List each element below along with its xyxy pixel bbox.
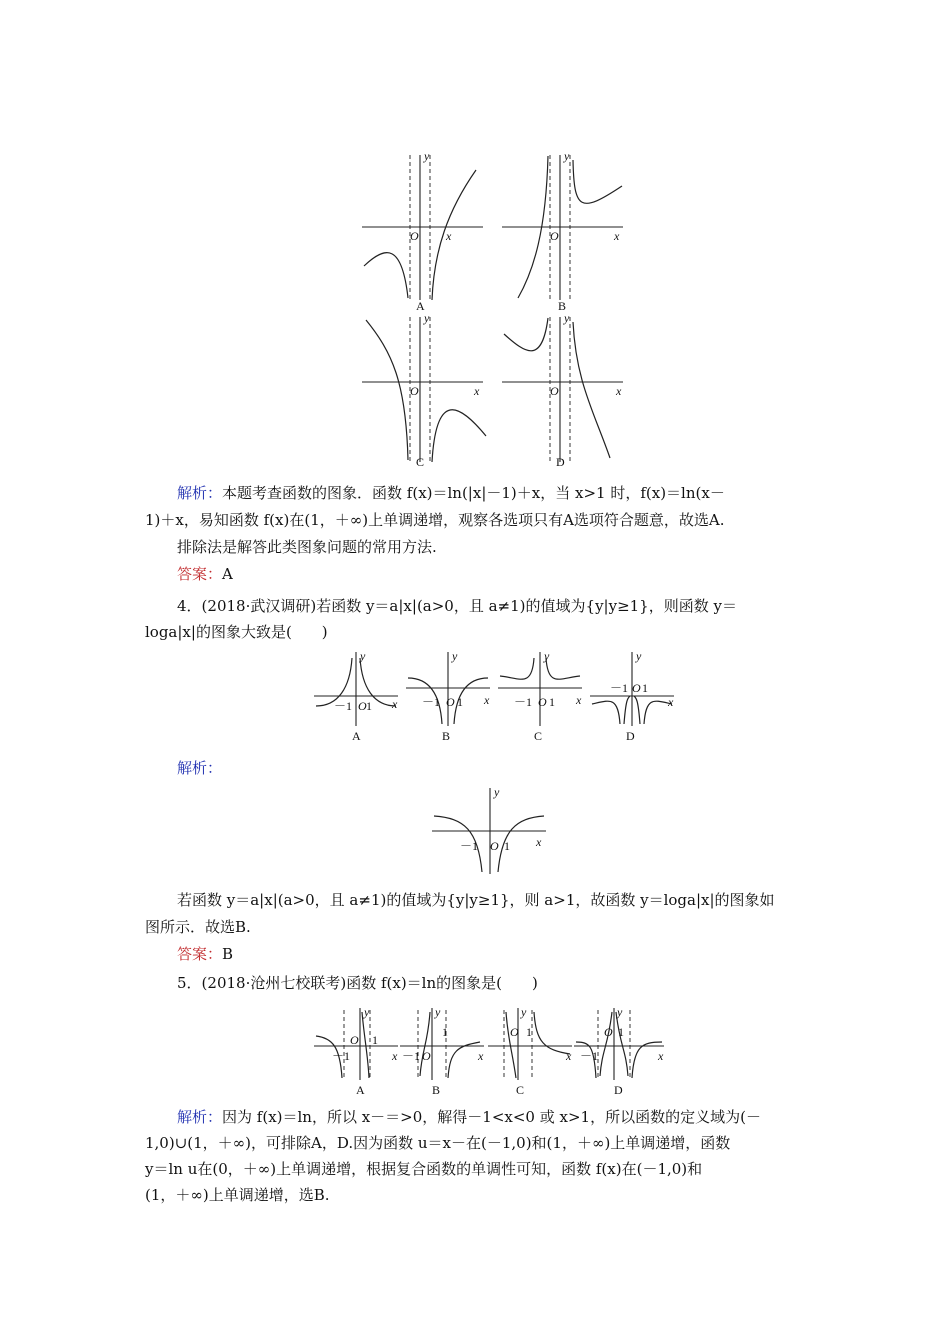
y-axis-label: y <box>636 649 642 663</box>
origin-label: O <box>632 681 641 695</box>
origin-label: O <box>422 1049 431 1063</box>
tick-neg1: －1 <box>610 681 629 695</box>
origin-label: O <box>510 1025 519 1039</box>
q3-graph-d <box>498 312 628 472</box>
q4-solution-line2: 图所示．故选B. <box>145 918 251 936</box>
option-label-a: A <box>352 729 361 743</box>
tick-neg1: －1 <box>402 1049 421 1063</box>
q5-solution-line1 <box>177 1107 761 1127</box>
tick-neg1: －1 <box>422 695 441 709</box>
q3-solution-line1 <box>177 483 725 503</box>
origin-label: O <box>446 695 455 709</box>
y-axis-label: y <box>494 785 500 799</box>
q4-solution-label: 解析： <box>177 759 223 777</box>
x-axis-label: x <box>668 695 674 709</box>
option-label-b: B <box>442 729 451 743</box>
q5-graph-a <box>312 1006 402 1098</box>
tick-one: 1 <box>442 1025 448 1039</box>
option-label-c: C <box>516 1083 525 1097</box>
answer-label: 答案： <box>177 565 223 583</box>
origin-label: O <box>410 384 419 398</box>
option-label-c: C <box>416 455 425 469</box>
tick-neg1: －1 <box>580 1049 599 1063</box>
tick-neg1: －1 <box>332 1049 351 1063</box>
q5-solution-line4: (1，＋∞)上单调递增，选B. <box>145 1186 330 1204</box>
q5-question-line1: 5．(2018·沧州七校联考)函数 f(x)＝ln的图象是( ) <box>177 974 538 992</box>
tick-neg1: －1 <box>334 699 353 713</box>
tick-one: 1 <box>457 695 463 709</box>
x-axis-label: x <box>536 835 542 849</box>
x-axis-label: x <box>566 1049 572 1063</box>
q3-graph-c <box>358 312 488 472</box>
q4-solution-line1: 若函数 y＝a|x|(a>0，且 a≠1)的值域为{y|y≥1}，则 a>1，故函数 y＝loga|x|的图象如 <box>177 891 775 909</box>
origin-label: O <box>410 229 419 243</box>
origin-label: O <box>538 695 547 709</box>
q4-graph-d <box>588 648 678 743</box>
answer-label: 答案： <box>177 945 223 963</box>
option-label-b: B <box>432 1083 441 1097</box>
option-label-d: D <box>614 1083 623 1097</box>
q5-solution-line2: 1,0)∪(1，＋∞)，可排除A，D.因为函数 u＝x－在(－1,0)和(1，＋∞)上单调递增，函数 <box>145 1134 731 1152</box>
origin-label: O <box>350 1033 359 1047</box>
q4-question-line2: loga|x|的图象大致是( ) <box>145 623 328 641</box>
option-label-a: A <box>416 299 425 313</box>
q3-solution-line2: 1)＋x，易知函数 f(x)在(1，＋∞)上单调递增，观察各选项只有A选项符合题意，故选A. <box>145 511 725 529</box>
y-axis-label: y <box>364 1005 370 1019</box>
answer-value: A <box>222 565 233 583</box>
origin-label: O <box>550 229 559 243</box>
x-axis-label: x <box>392 697 398 711</box>
y-axis-label: y <box>452 649 458 663</box>
tick-one: 1 <box>372 1033 378 1047</box>
q3-answer <box>177 564 233 584</box>
option-label-d: D <box>626 729 635 743</box>
x-axis-label: x <box>614 229 620 243</box>
q4-solution-graph <box>430 786 550 878</box>
origin-label: O <box>604 1025 613 1039</box>
y-axis-label: y <box>360 649 366 663</box>
y-axis-label: y <box>544 649 550 663</box>
option-label-a: A <box>356 1083 365 1097</box>
y-axis-label: y <box>521 1005 527 1019</box>
x-axis-label: x <box>478 1049 484 1063</box>
solution-label: 解析： <box>177 484 223 502</box>
x-axis-label: x <box>392 1049 398 1063</box>
q3-graph-b <box>498 149 628 313</box>
tick-one: 1 <box>526 1025 532 1039</box>
x-axis-label: x <box>658 1049 664 1063</box>
q5-graph-d <box>572 1006 668 1098</box>
tick-one: 1 <box>504 839 510 853</box>
answer-value: B <box>222 945 234 963</box>
q5-graph-b <box>398 1006 488 1098</box>
option-label-d: D <box>556 455 565 469</box>
q5-graph-c <box>486 1006 576 1098</box>
tick-one: 1 <box>618 1025 624 1039</box>
x-axis-label: x <box>484 693 490 707</box>
origin-label: O <box>550 384 559 398</box>
q4-question-line1: 4．(2018·武汉调研)若函数 y＝a|x|(a>0，且 a≠1)的值域为{y|y≥1}，则函数 y＝ <box>177 597 737 615</box>
solution-text: 因为 f(x)＝ln，所以 x－＝>0，解得－1<x<0 或 x>1，所以函数的定义域为(－ <box>222 1108 761 1126</box>
y-axis-label: y <box>424 149 430 163</box>
tick-neg1: －1 <box>514 695 533 709</box>
q4-graph-a <box>312 648 402 743</box>
y-axis-label: y <box>424 311 430 325</box>
tick-one: 1 <box>642 681 648 695</box>
tick-one: 1 <box>366 699 372 713</box>
q4-answer <box>177 944 233 964</box>
x-axis-label: x <box>474 384 480 398</box>
q3-solution-line3: 排除法是解答此类图象问题的常用方法. <box>177 538 437 556</box>
x-axis-label: x <box>576 693 582 707</box>
q3-graph-a <box>358 149 488 313</box>
x-axis-label: x <box>616 384 622 398</box>
y-axis-label: y <box>564 149 570 163</box>
solution-text: 本题考查函数的图象．函数 f(x)＝ln(|x|－1)＋x，当 x>1 时，f(x)＝ln(x－ <box>222 484 725 502</box>
option-label-b: B <box>558 299 567 313</box>
q5-solution-line3: y＝ln u在(0，＋∞)上单调递增，根据复合函数的单调性可知，函数 f(x)在(－1,0)和 <box>145 1160 703 1178</box>
x-axis-label: x <box>446 229 452 243</box>
origin-label: O <box>358 699 367 713</box>
y-axis-label: y <box>435 1005 441 1019</box>
origin-label: O <box>490 839 499 853</box>
option-label-c: C <box>534 729 543 743</box>
y-axis-label: y <box>564 311 570 325</box>
q4-graph-c <box>496 648 586 743</box>
tick-one: 1 <box>549 695 555 709</box>
tick-neg1: －1 <box>460 839 479 853</box>
solution-label: 解析： <box>177 1108 223 1126</box>
y-axis-label: y <box>617 1005 623 1019</box>
q4-graph-b <box>404 648 494 743</box>
